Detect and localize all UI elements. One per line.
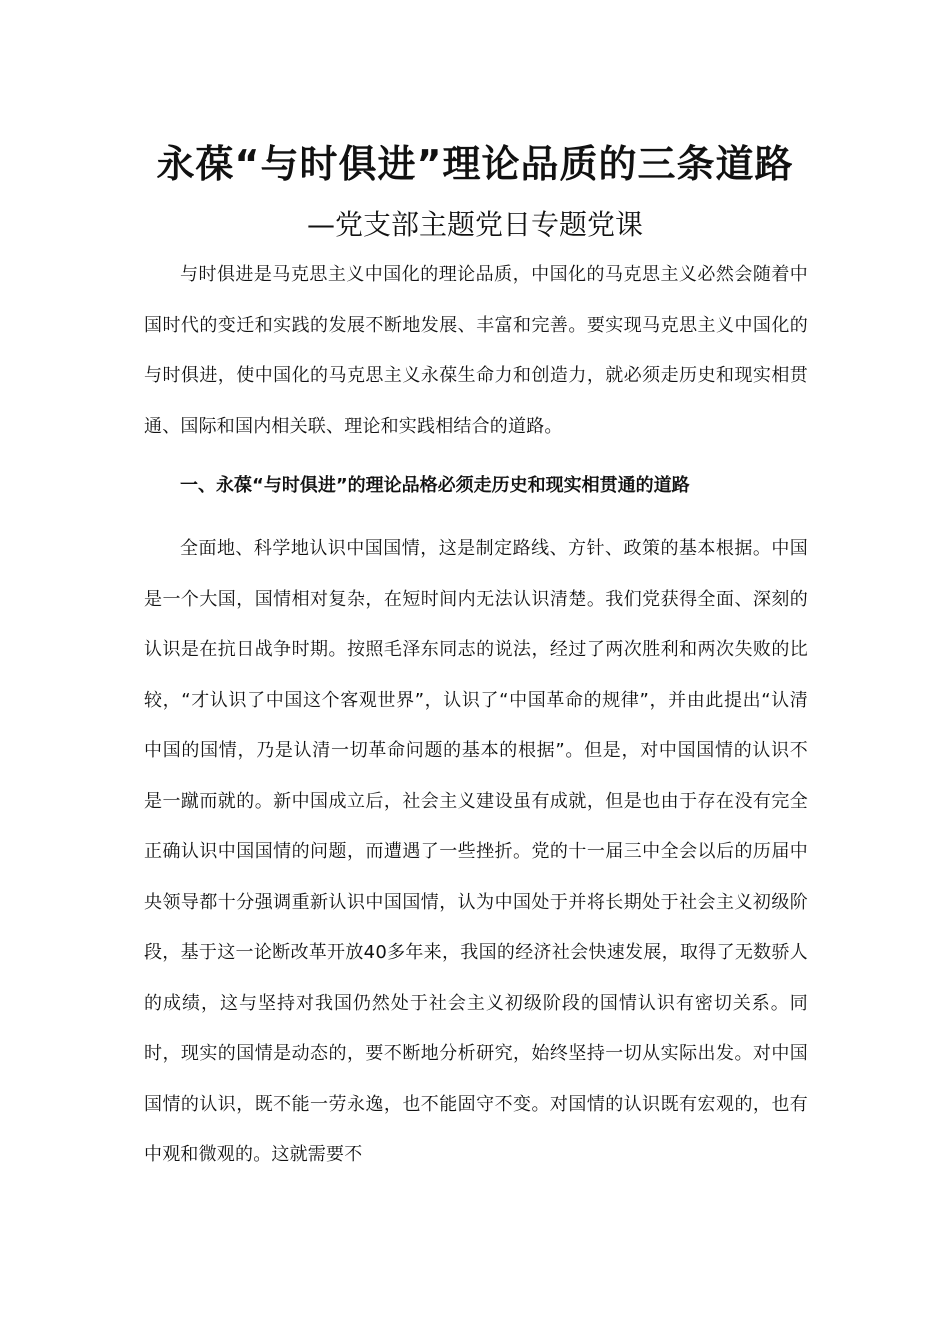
document-title: 永葆“与时俱进”理论品质的三条道路 bbox=[156, 142, 794, 186]
intro-paragraph: 与时俱进是马克思主义中国化的理论品质，中国化的马克思主义必然会随着中国时代的变迁和实践的发展不断地发展、丰富和完善。要实现马克思主义中国化的与时俱进，使中国化的马克思主义永葆生命力和创造力，就必须走历史和现实相贯通、国际和国内相关联、理论和实践相结合的道路。 bbox=[144, 264, 808, 437]
section-1-heading: 一、永葆“与时俱进”的理论品格必须走历史和现实相贯通的道路 bbox=[180, 475, 690, 496]
intro-block bbox=[144, 250, 808, 452]
section-1-block bbox=[144, 524, 808, 1181]
document-subtitle: —党支部主题党日专题党课 bbox=[306, 208, 643, 241]
section-1-paragraph: 全面地、科学地认识中国国情，这是制定路线、方针、政策的基本根据。中国是一个大国，国情相对复杂，在短时间内无法认识清楚。我们党获得全面、深刻的认识是在抗日战争时期。按照毛泽东同志的说法，经过了两次胜利和两次失败的比较，“才认识了中国这个客观世界”，认识了“中国革命的规律”，并由此提出“认清中国的国情，乃是认清一切革命问题的基本的根据”。但是，对中国国情的认识不是一蹴而就的。新中国成立后，社会主义建设虽有成就，但是也由于存在没有完全正确认识中国国情的问题，而遭遇了一些挫折。党的十一届三中全会以后的历届中央领导都十分强调重新认识中国国情，认为中国处于并将长期处于社会主义初级阶段，基于这一论断改革开放40多年来，我国的经济社会快速发展，取得了无数骄人的成绩，这与坚持对我国仍然处于社会主义初级阶段的国情认识有密切关系。同时，现实的国情是动态的，要不断地分析研究，始终坚持一切从实际出发。对中国国情的认识，既不能一劳永逸，也不能固守不变。对国情的认识既有宏观的，也有中观和微观的。这就需要不 bbox=[144, 538, 808, 1165]
